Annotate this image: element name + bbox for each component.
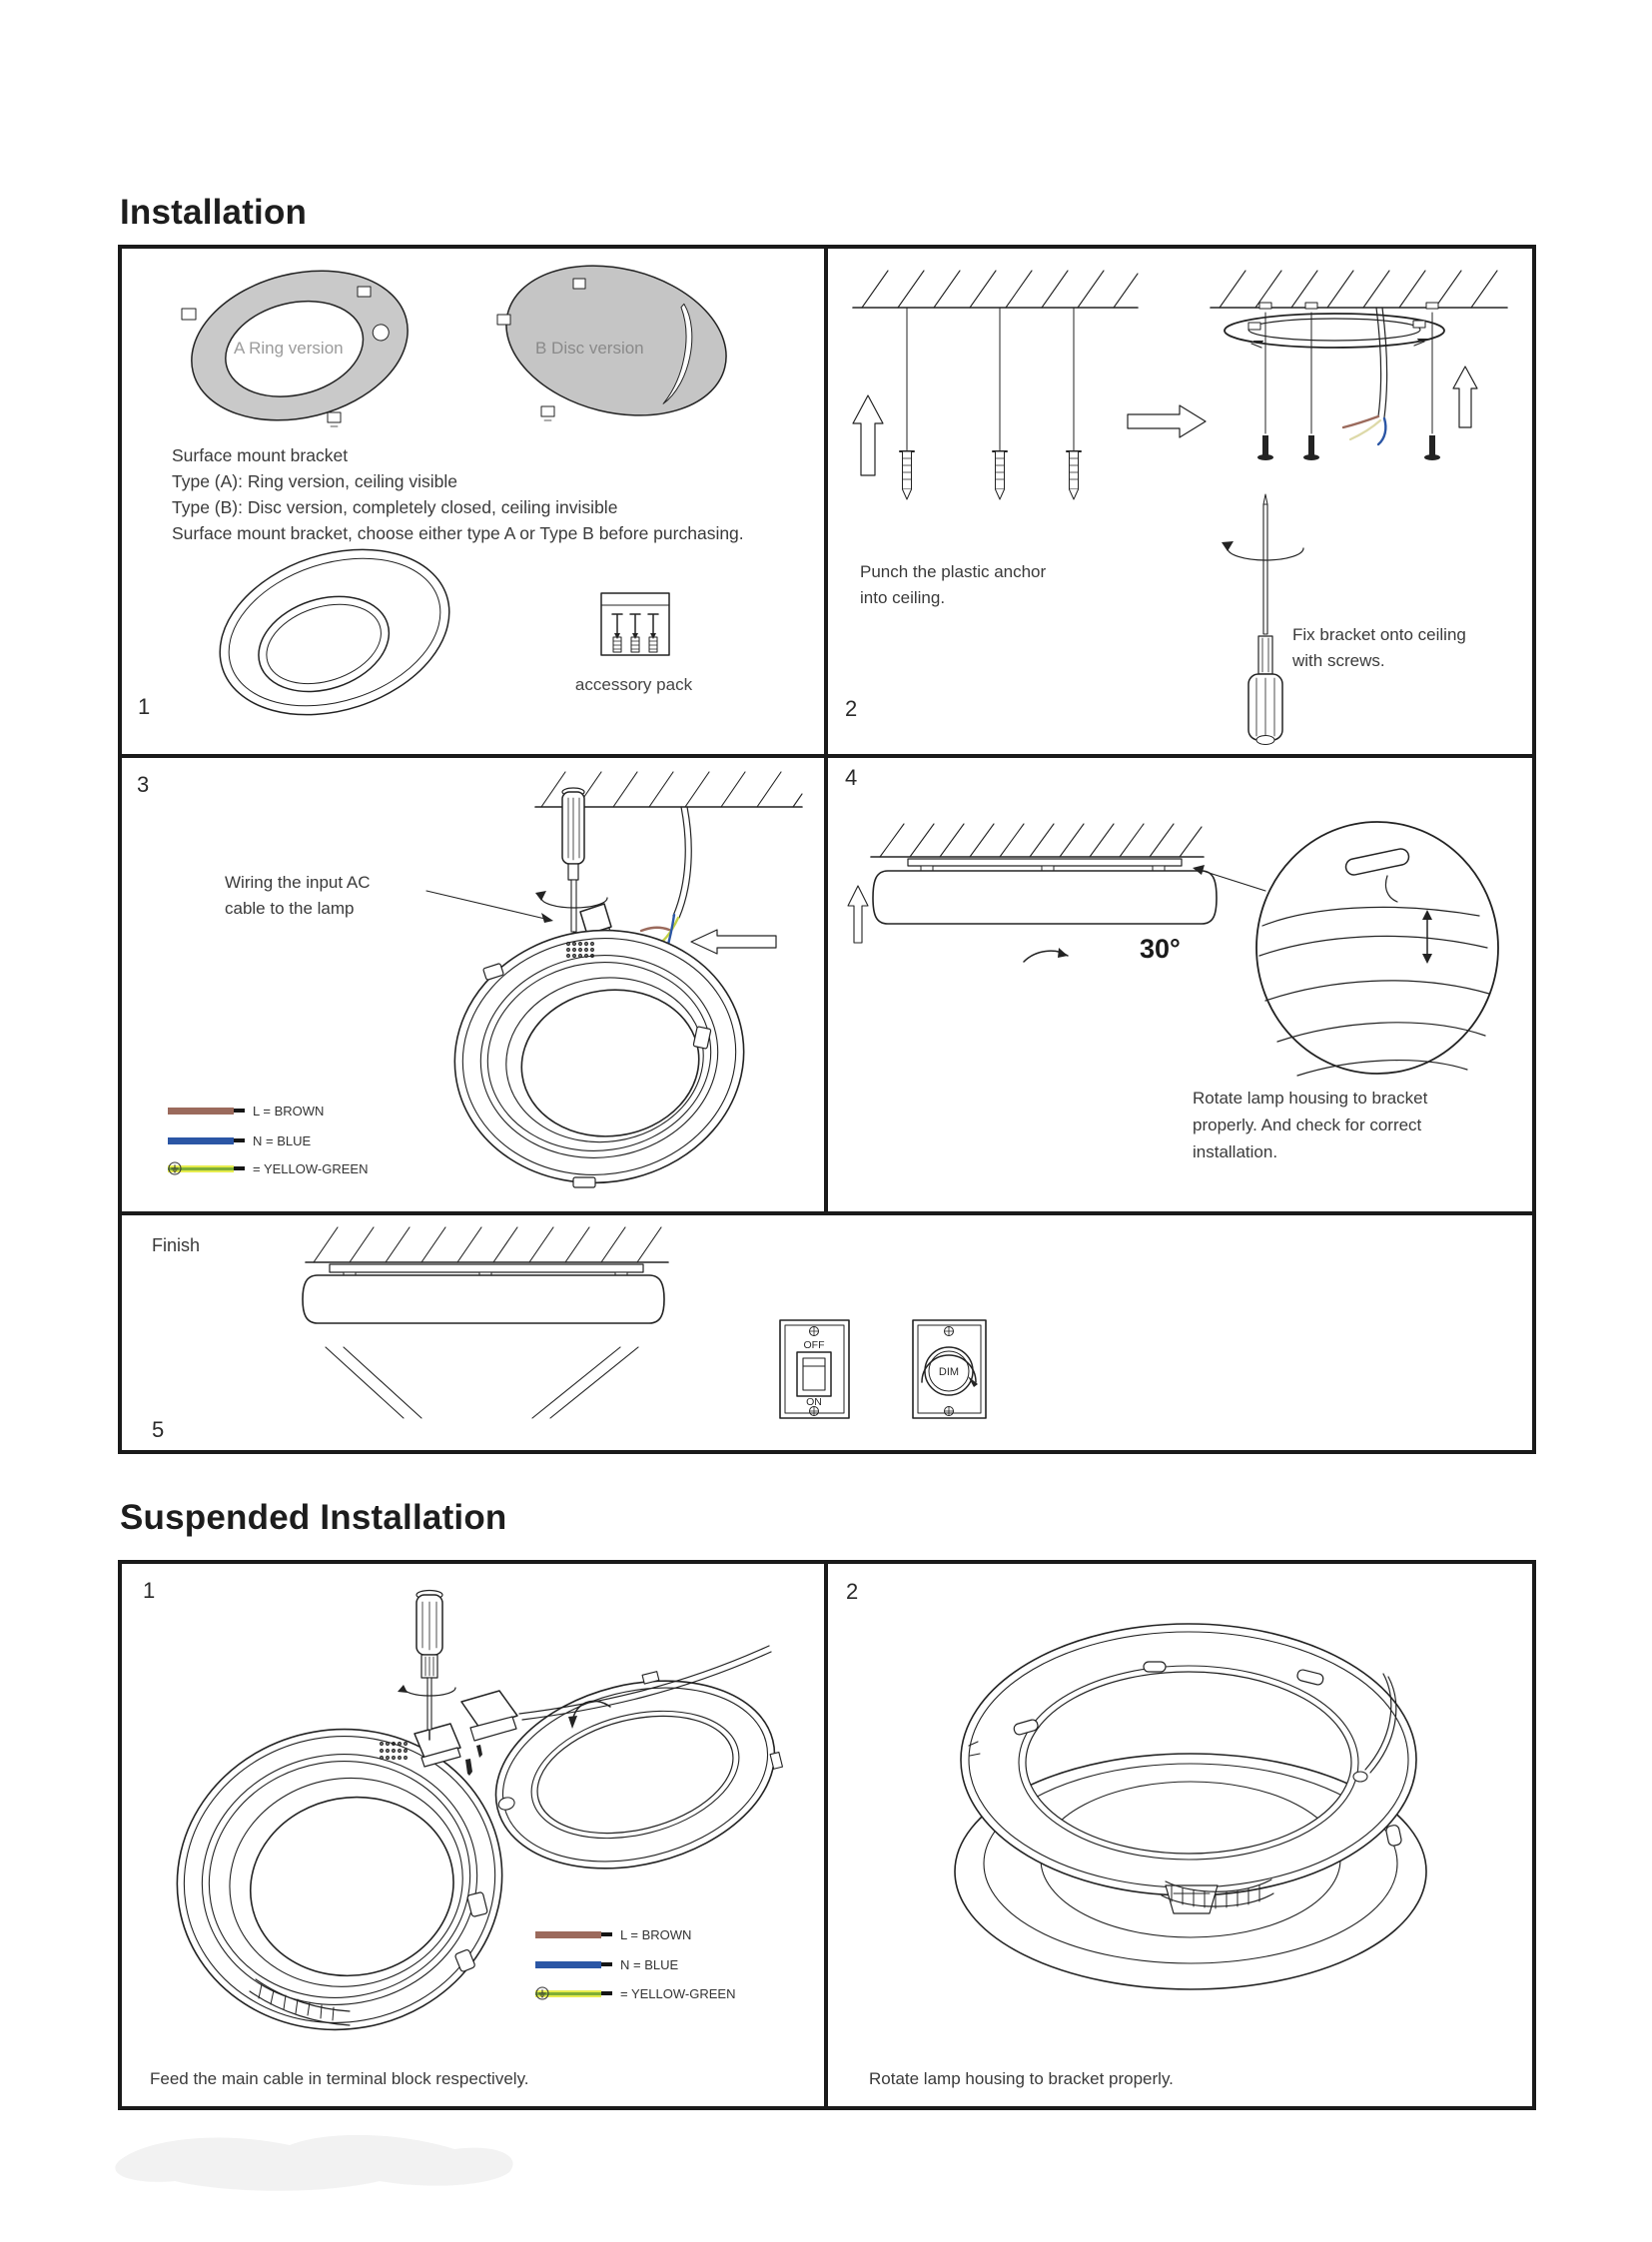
ceiling-hatch [880, 824, 1202, 857]
hanging-screws-drawing [1257, 313, 1440, 460]
rotate-housing-drawing [828, 1564, 1532, 2106]
accessory-pack-label: accessory pack [574, 675, 693, 694]
light-rays [326, 1347, 638, 1418]
suspended-diagram-box [118, 1560, 1536, 2110]
right-arrow [1128, 405, 1206, 437]
earth-icon [168, 1161, 182, 1175]
rotate-caption: Rotate lamp housing to bracket properly. [869, 2069, 1174, 2088]
wire-tip [601, 1932, 612, 1937]
wall-switch-drawing [780, 1320, 849, 1418]
panel-number: 5 [152, 1417, 165, 1442]
feed-cable-caption: Feed the main cable in terminal block respectively. [150, 2069, 529, 2088]
accessory-pack-drawing [601, 593, 669, 655]
panel-number: 2 [846, 1579, 859, 1604]
wire-label: L = BROWN [253, 1103, 325, 1119]
finish-drawing [122, 1215, 1532, 1450]
wire-tip [601, 1991, 612, 1996]
lamp-housing-drawing [199, 521, 471, 742]
earth-icon [535, 1986, 549, 2000]
finish-label: Finish [152, 1235, 201, 1255]
suspended-installation-title: Suspended Installation [120, 1498, 507, 1537]
up-arrow [853, 395, 883, 475]
panel-number: 1 [143, 1578, 156, 1603]
brown-wire-swatch [168, 1108, 234, 1115]
step-panel-4 [828, 758, 1532, 1211]
mounted-lamp-profile [303, 1275, 664, 1323]
bracket-ring-drawing [474, 1648, 797, 1896]
panel-number: 4 [845, 765, 858, 790]
suspended-step-panel-1 [122, 1564, 824, 2106]
switch-on-label: ON [806, 1396, 822, 1408]
bracket-ring-fill [961, 1624, 1416, 1895]
wire-label: = YELLOW-GREEN [253, 1161, 368, 1176]
up-arrow [848, 886, 868, 943]
lamp-ring-drawing [438, 912, 760, 1201]
wiring-caption: Wiring the input AC cable to the lamp [225, 873, 371, 918]
bracket-description: Surface mount bracket Type (A): Ring version, ceiling visible Type (B): Disc version, completely closed, ceiling invisible Surface mount bracket, choose either type A or Type B before purchasing. [172, 445, 744, 543]
anchor-and-bracket-drawing [828, 249, 1532, 754]
brown-wire [641, 928, 669, 931]
rotate-caption: Rotate lamp housing to bracket properly. And check for correct installation. [1193, 1089, 1428, 1161]
installation-diagram-box [118, 245, 1536, 1454]
blue-wire-swatch [535, 1961, 601, 1968]
lamp-housing-ring-drawing [153, 1704, 525, 2055]
brown-wire-swatch [535, 1931, 601, 1938]
ceiling-hatch [314, 1227, 661, 1262]
screwdriver-drawing [398, 1591, 455, 1741]
erased-watermark-blob [95, 2125, 534, 2200]
label-arrow [426, 891, 549, 920]
wire-tip [234, 1166, 245, 1171]
dimmer-label: DIM [938, 1366, 960, 1378]
wire-tip [234, 1109, 245, 1114]
ceiling-hatch [1220, 271, 1497, 308]
wire-tip [234, 1138, 245, 1143]
step-panel-1 [122, 249, 824, 754]
up-arrow [1453, 367, 1477, 427]
left-arrow [691, 930, 776, 954]
switch-off-label: OFF [803, 1339, 825, 1351]
plastic-anchors-drawing [900, 308, 1081, 499]
ac-cable-drawing [1343, 308, 1387, 444]
lamp-profile [873, 871, 1217, 924]
wire-label: N = BLUE [253, 1132, 312, 1148]
step-panel-3 [122, 758, 824, 1211]
angle-label: 30° [1140, 934, 1181, 964]
wire-tip [601, 1962, 612, 1967]
feed-cable-drawing [122, 1564, 824, 2106]
panel-number: 3 [137, 772, 150, 797]
dimmer-drawing [913, 1320, 986, 1418]
installation-title: Installation [120, 193, 308, 232]
blue-wire-swatch [168, 1137, 234, 1144]
step-panel-5 [122, 1215, 1532, 1450]
panel-number: 1 [138, 694, 151, 719]
wire-label: N = BLUE [620, 1956, 679, 1972]
ring-version-label: A Ring version [234, 339, 344, 358]
fix-caption: Fix bracket onto ceiling with screws. [1292, 625, 1466, 670]
ceiling-hatch [862, 271, 1138, 308]
punch-caption: Punch the plastic anchor into ceiling. [860, 562, 1047, 607]
cable-gland-drawing [461, 1691, 517, 1741]
disc-version-label: B Disc version [535, 339, 644, 358]
step-panel-2 [828, 249, 1532, 754]
wire-label: L = BROWN [620, 1926, 692, 1942]
panel-number: 2 [845, 696, 858, 721]
magnifier-detail-drawing [1256, 822, 1498, 1076]
ceiling-cable [673, 807, 691, 918]
mounted-bracket-drawing [1225, 303, 1444, 348]
suspended-step-panel-2 [828, 1564, 1532, 2106]
wire-label: = YELLOW-GREEN [620, 1986, 735, 2001]
screwdriver-drawing [1222, 494, 1303, 745]
